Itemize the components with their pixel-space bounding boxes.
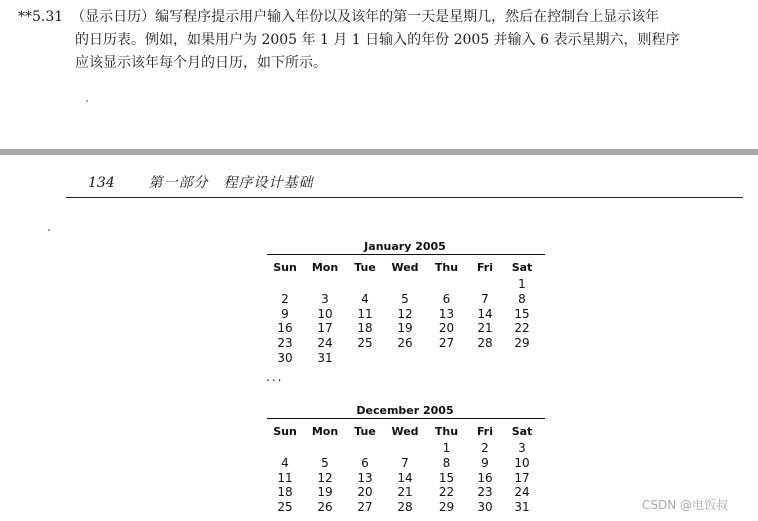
week-row xyxy=(265,336,542,351)
weekday-thu: Thu xyxy=(434,261,459,274)
header-rule xyxy=(66,197,743,198)
day-cell: 13 xyxy=(357,470,373,485)
week-row xyxy=(265,456,542,471)
day-cell: 6 xyxy=(442,291,451,306)
week-row xyxy=(265,277,542,292)
day-cell: 14 xyxy=(477,306,493,321)
weekday-sun: Sun xyxy=(273,261,297,274)
day-cell: 6 xyxy=(361,455,369,470)
weekday-thu: Thu xyxy=(434,425,459,438)
day-cell: 3 xyxy=(518,441,526,455)
week-row xyxy=(265,441,542,456)
exercise-text xyxy=(18,6,738,75)
weekday-sat: Sat xyxy=(511,261,533,274)
day-cell: 11 xyxy=(357,306,373,321)
calendar-january xyxy=(265,240,545,366)
day-cell: 16 xyxy=(477,470,493,485)
day-cell xyxy=(305,277,345,292)
day-cell: 15 xyxy=(514,306,530,321)
exercise-line-3: 应该显示该年每个月的日历，如下所示。 xyxy=(75,55,327,71)
day-cell xyxy=(345,351,385,366)
day-cell xyxy=(345,441,385,456)
weekday-header-row xyxy=(265,423,542,441)
day-cell xyxy=(265,277,305,292)
weekday-sun: Sun xyxy=(273,425,297,438)
week-row xyxy=(265,485,542,500)
day-cell: 4 xyxy=(281,455,289,470)
day-cell: 10 xyxy=(317,306,333,321)
day-cell xyxy=(425,351,468,366)
day-cell xyxy=(468,351,502,366)
day-cell: 28 xyxy=(477,336,493,351)
day-cell: 27 xyxy=(357,500,373,515)
weekday-wed: Wed xyxy=(391,425,419,438)
day-cell: 24 xyxy=(514,485,530,500)
day-cell: 1 xyxy=(442,441,451,455)
day-cell: 29 xyxy=(514,336,530,351)
day-cell xyxy=(425,277,468,292)
day-cell: 22 xyxy=(514,321,530,336)
calendar-december xyxy=(265,404,545,515)
exercise-number: **5.31 xyxy=(18,9,64,25)
weekday-tue: Tue xyxy=(354,261,376,274)
day-cell: 8 xyxy=(442,455,451,470)
day-cell: 21 xyxy=(477,321,493,336)
day-cell xyxy=(305,441,345,456)
day-cell xyxy=(265,441,305,456)
exercise-line-1 xyxy=(18,6,738,29)
day-cell: 20 xyxy=(357,485,373,500)
day-cell: 7 xyxy=(401,455,409,470)
day-cell: 9 xyxy=(481,455,489,470)
day-cell: 9 xyxy=(281,306,289,321)
day-cell: 31 xyxy=(317,350,333,365)
day-cell: 26 xyxy=(397,336,413,351)
day-cell: 19 xyxy=(397,321,413,336)
day-cell: 4 xyxy=(361,291,369,306)
calendar-title: January 2005 xyxy=(364,240,446,253)
day-cell: 19 xyxy=(317,485,333,500)
calendar-rule xyxy=(267,254,545,255)
day-cell: 7 xyxy=(481,291,489,306)
day-cell: 2 xyxy=(281,291,289,306)
day-cell: 18 xyxy=(277,485,293,500)
day-cell: 12 xyxy=(397,306,413,321)
day-cell: 17 xyxy=(514,470,530,485)
calendar-body xyxy=(265,277,542,366)
day-cell: 1 xyxy=(518,277,526,291)
day-cell: 24 xyxy=(317,336,333,351)
day-cell: 18 xyxy=(357,321,373,336)
week-row xyxy=(265,321,542,336)
day-cell xyxy=(345,277,385,292)
page-separator xyxy=(0,149,758,155)
day-cell: 8 xyxy=(518,291,526,306)
weekday-wed: Wed xyxy=(391,261,419,274)
week-row xyxy=(265,500,542,515)
watermark: CSDN @电饭叔 xyxy=(642,498,729,512)
day-cell: 20 xyxy=(438,321,455,336)
day-cell xyxy=(385,441,425,456)
day-cell: 5 xyxy=(401,291,409,306)
weekday-sat: Sat xyxy=(511,425,533,438)
weekday-header-row xyxy=(265,259,542,277)
page-number: 134 xyxy=(88,175,115,191)
calendar-title: December 2005 xyxy=(356,404,454,417)
page-header xyxy=(88,172,313,192)
day-cell: 25 xyxy=(277,500,293,515)
day-cell: 2 xyxy=(481,441,489,455)
scan-speck xyxy=(86,100,88,102)
calendar-grid xyxy=(265,423,542,515)
day-cell: 30 xyxy=(477,500,493,515)
calendar-rule xyxy=(267,418,545,419)
week-row xyxy=(265,307,542,322)
day-cell: 29 xyxy=(438,500,455,515)
week-row xyxy=(265,351,542,366)
day-cell xyxy=(385,277,425,292)
day-cell: 26 xyxy=(317,500,333,515)
day-cell: 10 xyxy=(514,455,530,470)
day-cell: 14 xyxy=(397,470,413,485)
day-cell: 23 xyxy=(477,485,493,500)
day-cell xyxy=(385,351,425,366)
part-title: 第一部分 程序设计基础 xyxy=(148,175,314,191)
day-cell: 27 xyxy=(438,336,455,351)
weekday-fri: Fri xyxy=(476,425,493,438)
day-cell: 5 xyxy=(321,455,329,470)
day-cell: 12 xyxy=(317,470,333,485)
day-cell: 16 xyxy=(277,321,293,336)
weekday-fri: Fri xyxy=(476,261,493,274)
weekday-mon: Mon xyxy=(311,425,339,438)
day-cell xyxy=(502,351,542,366)
weekday-mon: Mon xyxy=(311,261,339,274)
weekday-tue: Tue xyxy=(354,425,376,438)
calendar-grid xyxy=(265,259,542,366)
day-cell: 13 xyxy=(438,306,455,321)
day-cell: 23 xyxy=(277,336,293,351)
day-cell: 11 xyxy=(277,470,293,485)
day-cell: 21 xyxy=(397,485,413,500)
calendar-body xyxy=(265,441,542,515)
week-row xyxy=(265,471,542,486)
day-cell xyxy=(468,277,502,292)
day-cell: 3 xyxy=(321,291,329,306)
scan-speck xyxy=(48,229,50,231)
week-row xyxy=(265,292,542,307)
exercise-line-2: 的日历表。例如，如果用户为 2005 年 1 月 1 日输入的年份 2005 并输入 6 表示星期六，则程序 xyxy=(75,32,680,48)
day-cell: 28 xyxy=(397,500,413,515)
day-cell: 30 xyxy=(277,350,293,365)
ellipsis: ... xyxy=(266,370,284,384)
exercise-line-1-text: （显示日历）编写程序提示用户输入年份以及该年的第一天是星期几，然后在控制台上显示该年 xyxy=(71,9,660,25)
day-cell: 25 xyxy=(357,336,373,351)
day-cell: 15 xyxy=(438,470,455,485)
day-cell: 22 xyxy=(438,485,455,500)
day-cell: 31 xyxy=(514,500,530,515)
day-cell: 17 xyxy=(317,321,333,336)
